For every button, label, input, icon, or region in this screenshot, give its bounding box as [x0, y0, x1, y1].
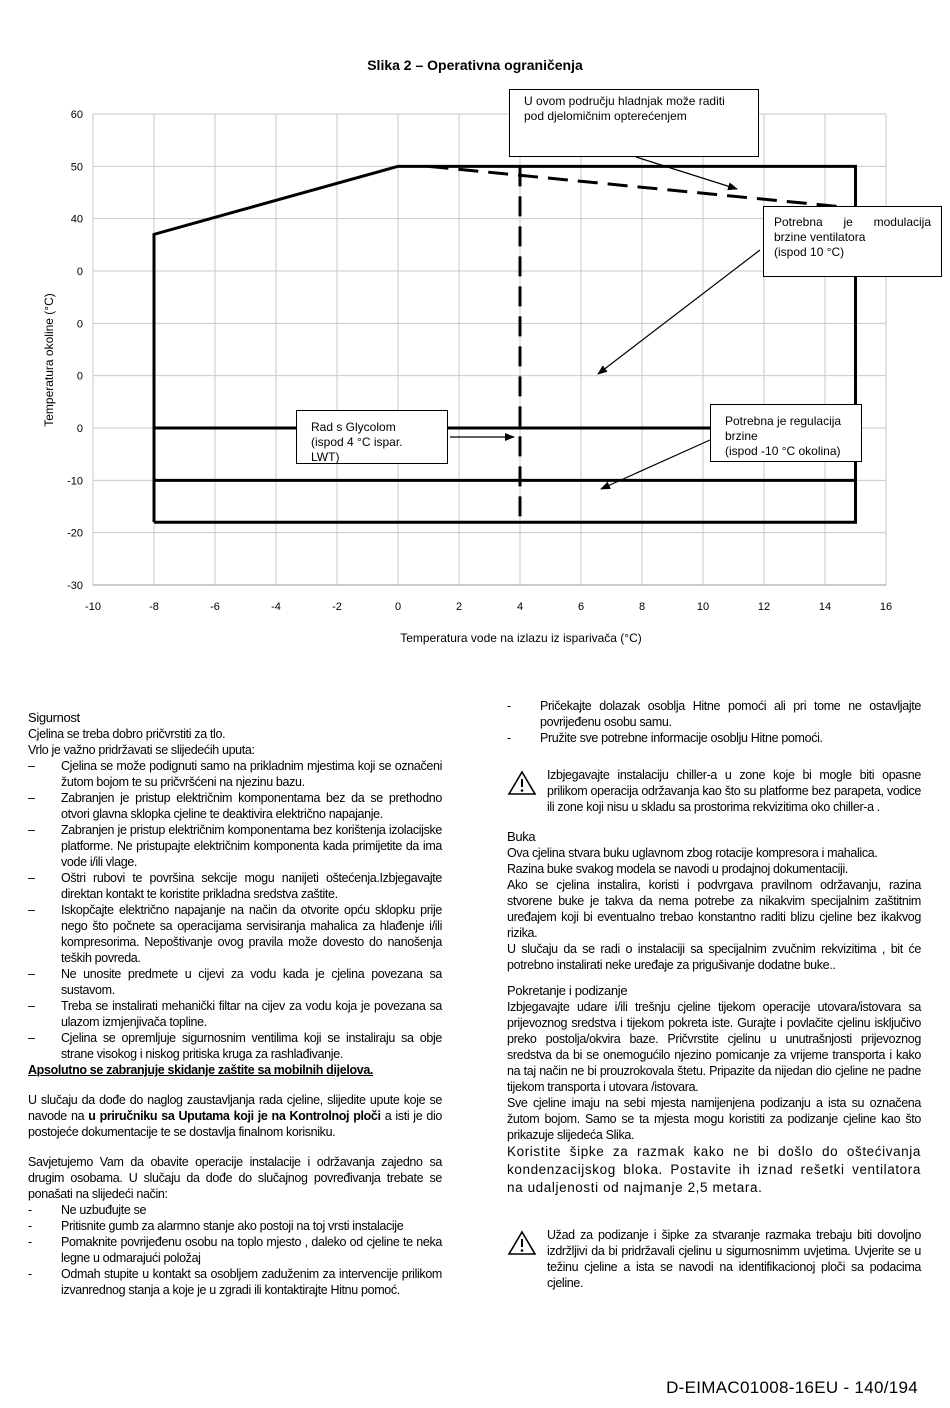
safety-rule-text: Zabranjen je pristup električnim komponentama bez korištenja izolacijske platforme. Ne pristupajte električnim komponenta kada primijetite da ima vode i/ili vlage.: [61, 823, 442, 869]
operating-limits-chart: [0, 0, 950, 660]
y-tick-label: 50: [70, 161, 83, 174]
safety-rule-text: Cjelina se opremljuje sigurnosnim ventilima koji se instaliraju sa obje strane visokog i niskog pritiska kruga za rashlađivanje.: [61, 1031, 442, 1061]
lifting-paragraph-3: Koristite šipke za razmak kako ne bi došlo do oštećivanja kondenzacijskog bloka. Postavite ih iznad rešetki ventilatora na udaljenosti od najmanje 2,5 metara.: [507, 1144, 921, 1195]
list-marker: –: [28, 999, 35, 1013]
x-tick-label: 8: [638, 601, 646, 613]
safety-rule-text: Iskopčajte električno napajanje na način da otvorite opću sklopku prije nego što počnete sa operacijama servisiranja mahalica za hlađenje i/ili kompresorima. Nepoštivanje ovog pravila može dovesto do nanošenja teških povreda.: [61, 903, 442, 965]
injury-step-text: Pritisnite gumb za alarmno stanje ako postoji na toj vrsti instalacije: [61, 1219, 404, 1233]
lifting-heading: Pokretanje i podizanje: [507, 983, 628, 998]
y-tick-label: 0: [76, 423, 83, 435]
safety-paragraph-1: Cjelina se treba dobro pričvrstiti za tlo.: [28, 727, 226, 741]
warning-icon: [507, 770, 537, 796]
stop-text-post: a isti je dio postojeće dokumentacije te se dostavlja finalnom korisniku.: [28, 1109, 443, 1139]
warning-block-2: [507, 1227, 921, 1291]
left-column: [28, 710, 442, 1298]
safety-rule-text: Oštri rubovi te površina sekcije mogu nanijeti oštećenja.Izbjegavajte direktan kontakt te koristite prikladna sredstva zaštite.: [61, 871, 442, 901]
list-marker: -: [28, 1235, 32, 1249]
list-marker: -: [507, 699, 511, 713]
y-axis-label: Temperatura okoline (°C): [42, 293, 56, 427]
injury-step: [28, 1218, 442, 1234]
safety-paragraph-2: Vrlo je važno pridržavati se slijedećih uputa:: [28, 743, 255, 757]
callout-fan-line1: Potrebna je modulacija: [774, 215, 931, 229]
right-column: [507, 698, 921, 1291]
stop-text-bold: u priručniku sa Uputama koji je na Kontrolnoj ploči: [88, 1109, 381, 1123]
list-marker: –: [28, 871, 35, 885]
figure-title: Slika 2 – Operativna ograničenja: [367, 57, 583, 73]
callout-partial-load: [509, 89, 759, 157]
safety-rule: [28, 822, 442, 870]
x-tick-label: 2: [455, 601, 463, 613]
safety-rule: [28, 790, 442, 822]
warning-text-1: Izbjegavajte instalaciju chiller-a u zone koje bi mogle biti opasne prilikom operacija održavanja kao što su platforme bez parapeta, vodice ili zone koji nisu u skladu sa prostorima rekvizitima oko chiller-a .: [547, 768, 921, 814]
page-footer: D-EIMAC01008-16EU - 140/194: [666, 1378, 918, 1397]
list-marker: –: [28, 903, 35, 917]
noise-paragraph-2: Razina buke svakog modela se navodi u prodajnoj dokumentaciji.: [507, 862, 849, 876]
limit-line: [154, 166, 856, 522]
x-tick-label: 6: [577, 601, 585, 613]
callout-speed-regulation: [710, 404, 862, 462]
advice-paragraph: Savjetujemo Vam da obavite operacije instalacije i održavanja zajedno sa drugim osobama. U slučaju da dođe do slučajnog povređivanja trebate se ponašati na slijedeći način:: [28, 1155, 442, 1201]
chart-grid: [93, 114, 886, 585]
injury-step-text: Ne uzbuđujte se: [61, 1203, 147, 1217]
callout-speed-line3: (ispod -10 °C okolina): [725, 444, 841, 458]
safety-rule-text: Treba se instalirati mehanički filtar na cijev za vodu koja je povezana sa ulazom izmjenjivača topline.: [61, 999, 442, 1029]
injury-step-text: Odmah stupite u kontakt sa osobljem zaduženim za intervencije prilikom izvanrednog stanja a koje je u zgradi ili kontaktirajte Hitnu pomoć.: [61, 1267, 442, 1297]
safety-rule: [28, 1030, 442, 1062]
list-marker: -: [28, 1267, 32, 1281]
y-tick-label: 60: [70, 109, 83, 121]
x-tick-label: 4: [516, 601, 524, 613]
x-tick-label: -6: [210, 601, 220, 613]
list-marker: -: [28, 1203, 32, 1217]
lifting-paragraph-2: Sve cjeline imaju na sebi mjesta namijenjena podizanju a ista su označena žutom bojom. Samo se ta mjesta mogu koristiti za podizanje cjeline kao što prikazuje slijedeća Slika.: [507, 1096, 921, 1142]
callout-fan-modulation: [763, 206, 942, 277]
safety-rule-text: Ne unosite predmete u cijevi za vodu kada je cjelina povezana sa sustavom.: [61, 967, 442, 997]
continued-step: [507, 698, 921, 730]
emergency-stop-paragraph: [28, 1092, 442, 1140]
x-tick-label: 10: [696, 601, 710, 613]
safety-rule: [28, 998, 442, 1030]
callout-fan-line2: brzine ventilatora: [774, 230, 866, 244]
callout-speed-line1: Potrebna je regulacija: [725, 414, 842, 428]
bold-note: Apsolutno se zabranjuje skidanje zaštite sa mobilnih dijelova.: [28, 1063, 374, 1077]
callout-speed-line2: brzine: [725, 429, 758, 443]
noise-paragraph-3: Ako se cjelina instalira, koristi i podvrgava pravilnom održavanju, razina stvorene buke je takva da nema potrebe za nikakvim specijalnim zaštitnim uređajem koji bi eventualno trebao konstantno raditi blizu cjeline bez ikakvog rizika.: [507, 878, 921, 940]
x-tick-label: -8: [149, 601, 159, 613]
chart-series: [154, 166, 856, 522]
noise-paragraph-4: U slučaju da se radi o instalaciji sa specijalnim zvučnim rekvizitima , bit će potrebno instalirati neke uređaje za prigušivanje dodatne buke..: [507, 942, 921, 972]
y-tick-label: -30: [67, 580, 83, 592]
safety-rule: [28, 966, 442, 998]
continued-step: [507, 730, 921, 746]
warning-icon: [507, 1230, 537, 1256]
injury-step: [28, 1202, 442, 1218]
continued-step-text: Pružite sve potrebne informacije osoblju Hitne pomoći.: [540, 731, 823, 745]
y-tick-label: 0: [76, 370, 83, 383]
y-tick-label: -10: [67, 475, 83, 488]
list-marker: –: [28, 823, 35, 837]
x-tick-label: -2: [332, 601, 342, 613]
safety-rule: [28, 758, 442, 790]
chart-ticks: [67, 109, 892, 613]
y-tick-label: 0: [76, 318, 83, 331]
callout-glycol-line1: Rad s Glycolom: [311, 420, 396, 434]
y-tick-label: -20: [67, 527, 83, 540]
y-tick-label: 0: [76, 266, 83, 278]
stop-text-pre: U slučaju da dođe do naglog zaustavljanja rada cjeline, slijedite upute koje se navode na: [28, 1093, 442, 1123]
warning-block-1: [507, 767, 921, 815]
x-tick-label: -4: [271, 601, 281, 613]
lifting-paragraph-1: Izbjegavajte udare i/ili trešnju cjeline tijekom operacije utovara/istovara sa prijevoznog sredstva i tijekom pokreta iste. Gurajte i povlačite cjelinu isključivo preko postolja/okvira baze. Pričvrstite cjelinu u unutrašnjosti prijevoznog sredstva da bi se onemogućilo njezino pomicanje za vrijeme transporta i kako na taj način ne bi prouzrokovala štetu. Pripazite da nijedan dio cjeline ne padne tijekom transporta i utovara /istovara.: [507, 1000, 921, 1094]
continued-steps-list: [507, 698, 921, 746]
injury-step: [28, 1234, 442, 1266]
callout-partial-load-line2: pod djelomičnim opterećenjem: [524, 109, 687, 123]
continued-step-text: Pričekajte dolazak osoblja Hitne pomoći ali pri tome ne ostavljajte povrijeđenu osobu samu.: [540, 699, 921, 729]
noise-heading: Buka: [507, 829, 536, 844]
list-marker: –: [28, 791, 35, 805]
list-marker: –: [28, 1031, 35, 1045]
safety-heading: Sigurnost: [28, 710, 80, 725]
safety-rule: [28, 902, 442, 966]
leader-arrow: [636, 157, 737, 189]
x-tick-label: 16: [879, 601, 893, 613]
safety-rule-text: Zabranjen je pristup električnim komponentama bez da se prethodno otvori glavna sklopka cjeline te deaktivira električno napajanje.: [61, 791, 442, 821]
safety-rule: [28, 870, 442, 902]
list-marker: -: [507, 731, 511, 745]
callout-partial-load-line1: U ovom području hladnjak može raditi: [524, 94, 725, 108]
x-tick-label: 0: [394, 601, 402, 613]
injury-steps-list: [28, 1202, 442, 1298]
list-marker: -: [28, 1219, 32, 1233]
list-marker: –: [28, 759, 35, 773]
x-axis-label: Temperatura vode na izlazu iz isparivača (°C): [400, 631, 642, 645]
callout-glycol-line2: (ispod 4 °C ispar. LWT): [311, 435, 403, 464]
callout-fan-line3: (ispod 10 °C): [774, 245, 845, 259]
safety-rules-list: [28, 758, 442, 1062]
list-marker: –: [28, 967, 35, 981]
leader-arrow: [598, 250, 760, 374]
injury-step: [28, 1266, 442, 1298]
x-tick-label: 14: [818, 601, 832, 613]
x-tick-label: 12: [757, 601, 771, 613]
injury-step-text: Pomaknite povrijeđenu osobu na toplo mjesto , daleko od cjeline te neka legne u odmarajući položaj: [61, 1235, 442, 1265]
y-tick-label: 40: [70, 213, 83, 226]
safety-rule-text: Cjelina se može podignuti samo na prikladnim mjestima koji se označeni žutom bojom te su pričvršćeni na njezinu bazu.: [61, 759, 442, 789]
noise-paragraph-1: Ova cjelina stvara buku uglavnom zbog rotacije kompresora i mahalica.: [507, 846, 878, 860]
warning-text-2: Užad za podizanje i šipke za stvaranje razmaka trebaju biti dovoljno izdržljivi da bi pridržavali cjelinu u sigurnosnimm uvjetima. Uvjerite se u težinu cjeline a ista se navodi na identifikacionoj ploči sa podacima cjeline.: [547, 1228, 921, 1290]
callout-glycol: [296, 410, 448, 464]
x-tick-label: -10: [85, 601, 101, 613]
